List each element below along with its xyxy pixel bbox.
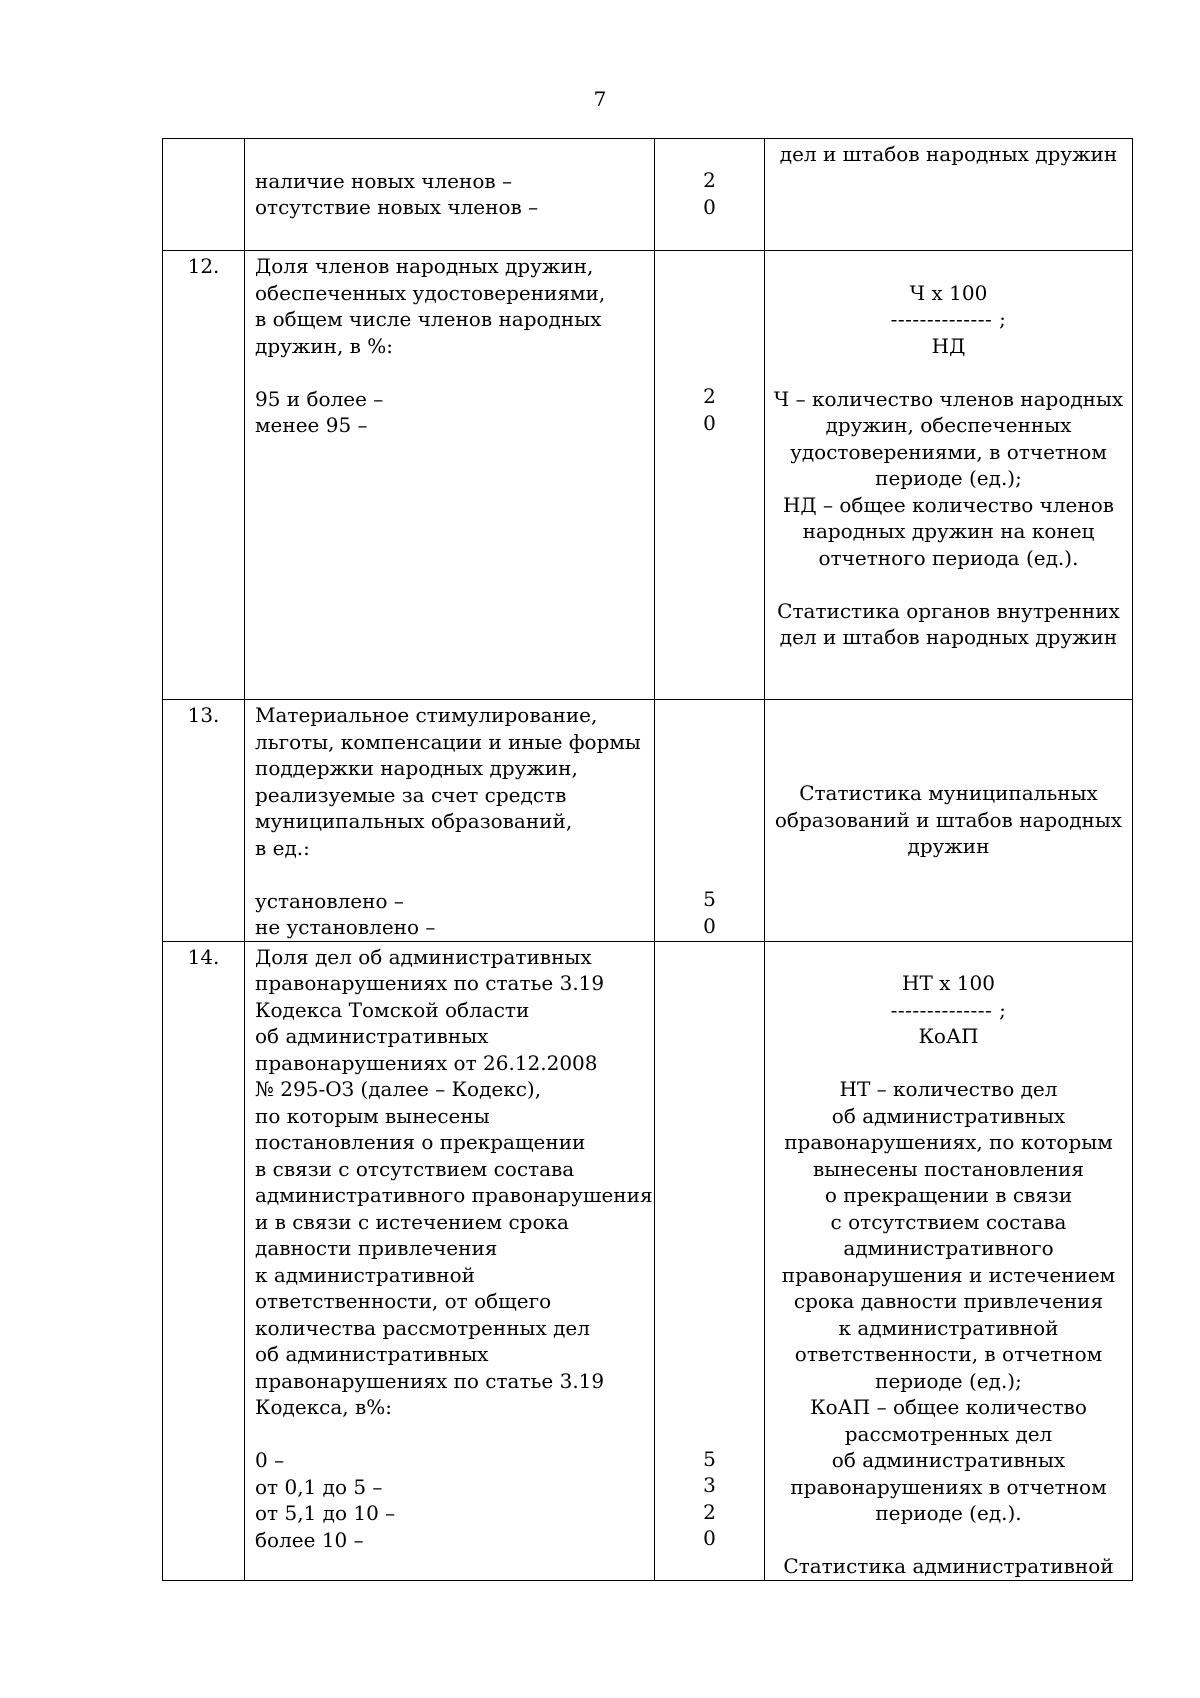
points-value: 0 [703,913,716,938]
indicator-title-line: поддержки народных дружин, [255,756,578,780]
formula-cell [765,251,1133,700]
source-text: Статистика административной [783,1554,1114,1578]
formula-explanation: об административных [831,1448,1066,1472]
formula-numerator: НТ х 100 [902,971,995,995]
indicator-title-line: правонарушениях по статье 3.19 [255,971,605,995]
indicator-title-line: в связи с отсутствием состава [255,1156,575,1181]
formula-explanation: ответственности, в отчетном [794,1342,1103,1366]
formula-explanation: отчетного периода (ед.). [818,545,1079,570]
indicator-option: менее 95 – [255,413,368,437]
indicator-cell [245,139,655,251]
source-text: Статистика органов внутренних [777,598,1120,623]
table-row [163,139,1133,251]
indicator-title-line: и в связи с истечением срока [255,1209,569,1234]
indicator-cell [245,251,655,700]
points-value: 2 [703,384,716,408]
indicator-title-line: Доля дел об административных [255,944,592,969]
indicators-table [162,138,1133,1581]
source-text: Статистика муниципальных [799,781,1098,805]
indicator-title-line: правонарушениях по статье 3.19 [255,1368,605,1393]
indicator-title-line: льготы, компенсации и иные формы [255,729,641,754]
formula-explanation: КоАП – общее количество [810,1395,1087,1419]
formula-explanation: рассмотренных дел [844,1421,1053,1446]
formula-explanation: административного [843,1236,1054,1260]
formula-denominator: КоАП [918,1024,979,1048]
indicator-title-line: обеспеченных удостоверениями, [255,280,606,305]
formula-explanation: удостоверениями, в отчетном [790,439,1107,464]
formula-explanation: правонарушения и истечением [781,1262,1116,1287]
indicator-option: более 10 – [255,1527,364,1552]
indicator-option: отсутствие новых членов – [255,195,539,219]
points-value: 0 [703,194,716,219]
formula-explanation: НТ – количество дел [839,1077,1058,1101]
row-number-cell [163,139,245,251]
indicator-title-line: Кодекса Томской области [255,997,530,1022]
indicator-title-line: к административной [255,1262,475,1287]
points-cell [655,941,765,1580]
points-value: 0 [703,410,716,435]
indicator-title-line: количества рассмотренных дел [255,1315,590,1340]
formula-explanation: периоде (ед.); [875,1368,1022,1393]
indicator-option: установлено – [255,888,404,913]
formula-explanation: народных дружин на конец [802,519,1095,543]
points-value: 3 [703,1473,716,1497]
formula-denominator: НД [931,333,966,358]
points-value: 0 [703,1526,716,1550]
formula-explanation: с отсутствием состава [830,1209,1067,1234]
row-number: 14. [163,941,245,1580]
indicator-cell [245,941,655,1580]
indicator-title-line: Доля членов народных дружин, [255,254,594,278]
points-value: 2 [703,1499,716,1524]
indicator-title-line: в общем числе членов народных [255,307,602,331]
formula-cell [765,700,1133,942]
points-value: 2 [703,168,716,192]
formula-explanation: к административной [838,1315,1059,1340]
indicator-option: наличие новых членов – [255,168,512,193]
source-text: дел и штабов народных дружин [779,142,1118,166]
formula-explanation: об административных [831,1103,1066,1128]
indicator-option: 0 – [255,1448,285,1472]
source-text: образований и штабов народных [774,807,1123,832]
formula-explanation: вынесены постановления [813,1156,1084,1181]
indicator-title-line: Материальное стимулирование, [255,703,598,727]
formula-cell [765,941,1133,1580]
formula-explanation: о прекращении в связи [824,1183,1073,1207]
table-row [163,700,1133,942]
points-cell [655,700,765,942]
indicator-cell [245,700,655,942]
formula-explanation: правонарушениях, по которым [784,1130,1113,1154]
indicator-title-line: муниципальных образований, [255,809,573,833]
indicator-title-line: давности привлечения [255,1236,498,1260]
formula-divider: -------------- ; [890,307,1007,331]
points-cell [655,139,765,251]
points-value: 5 [703,887,716,911]
source-text: дружин [907,834,990,858]
page-number: 7 [593,87,607,111]
indicator-title-line: Кодекса, в%: [255,1395,393,1419]
formula-explanation: периоде (ед.). [875,1501,1022,1525]
indicator-title-line: реализуемые за счет средств [255,782,567,807]
indicator-option: не установлено – [255,915,436,939]
formula-numerator: Ч х 100 [909,280,988,305]
indicator-option: от 5,1 до 10 – [255,1501,396,1525]
formula-explanation: срока давности привлечения [793,1289,1104,1313]
table-row [163,941,1133,1580]
formula-explanation: Ч – количество членов народных [773,386,1124,411]
points-cell [655,251,765,700]
indicator-option: от 0,1 до 5 – [255,1474,383,1499]
table-row [163,251,1133,700]
indicator-title-line: об административных [255,1342,489,1366]
points-value: 5 [703,1446,716,1471]
formula-cell [765,139,1133,251]
source-text: дел и штабов народных дружин [779,625,1118,649]
indicator-title-line: ответственности, от общего [255,1289,552,1313]
indicator-title-line: постановления о прекращении [255,1130,586,1154]
indicator-title-line: административного правонарушения [255,1183,653,1207]
indicator-title-line: дружин, в %: [255,333,394,358]
indicator-title-line: № 295-ОЗ (далее – Кодекс), [255,1077,542,1101]
formula-divider: -------------- ; [890,997,1007,1022]
indicator-title-line: в ед.: [255,835,310,860]
formula-explanation: дружин, обеспеченных [825,413,1072,437]
formula-explanation: НД – общее количество членов [782,492,1115,517]
indicator-title-line: по которым вынесены [255,1103,490,1128]
formula-explanation: правонарушениях в отчетном [790,1474,1107,1499]
row-number: 13. [163,700,245,942]
indicator-title-line: об административных [255,1024,489,1048]
indicator-title-line: правонарушениях от 26.12.2008 [255,1050,598,1075]
indicator-option: 95 и более – [255,386,384,411]
formula-explanation: периоде (ед.); [875,466,1022,490]
row-number: 12. [163,251,245,700]
